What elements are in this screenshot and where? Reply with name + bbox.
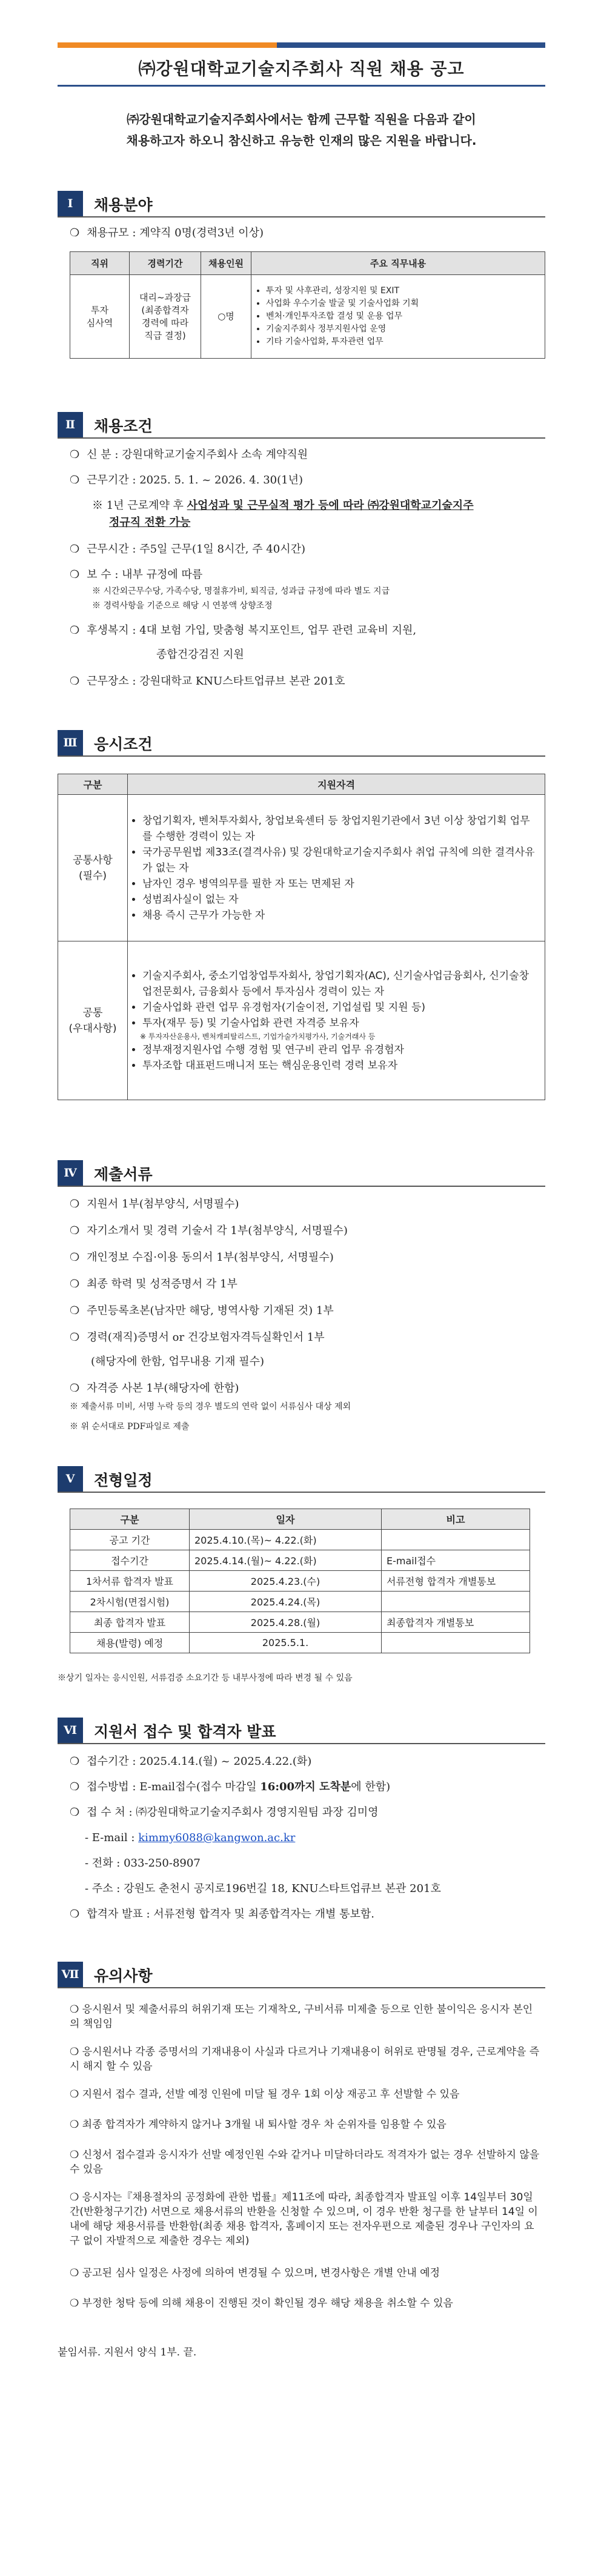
section-header-3	[58, 730, 545, 757]
section-header-1	[58, 191, 545, 217]
table-header: 비고	[382, 1509, 530, 1530]
section-title: 제출서류	[94, 1166, 153, 1183]
table-row: 1차서류 합격자 발표 2025.4.23.(수) 서류전형 합격자 개별통보	[70, 1571, 530, 1592]
schedule-note: ※상기 일자는 응시인원, 서류검증 소요기간 등 내부사정에 따라 변경 될 수 있음	[58, 1673, 353, 1683]
section-number: Ⅰ	[58, 191, 83, 216]
recruit-size: ❍ 채용규모 : 계약직 0명(경력3년 이상)	[70, 227, 264, 239]
table-row: 2차시험(면접시험) 2025.4.24.(목)	[70, 1592, 530, 1612]
required-label: 공통사항 (필수)	[58, 795, 128, 941]
career-cell: 대리~과장급 (최종합격자 경력에 따라 직급 결정)	[130, 275, 201, 359]
table-row: 최종 합격자 발표 2025.4.28.(월) 최종합격자 개별통보	[70, 1612, 530, 1633]
doc-item: ❍ 자기소개서 및 경력 기술서 각 1부(첨부양식, 서명필수)	[70, 1224, 348, 1237]
pay-note-1: ※ 시간외근무수당, 가족수당, 명절휴가비, 퇴직금, 성과급 규정에 따라 별도 지급	[92, 586, 390, 596]
table-header: 지원자격	[128, 774, 545, 795]
contact-address: - 주소 : 강원도 춘천시 공지로196번길 18, KNU스타트업큐브 본관 201호	[85, 1882, 441, 1895]
apply-period: ❍ 접수기간 : 2025.4.14.(월) ~ 2025.4.22.(화)	[70, 1755, 312, 1768]
section-title: 지원서 접수 및 합격자 발표	[94, 1723, 276, 1741]
doc-item: ❍ 주민등록초본(남자만 해당, 병역사항 기재된 것) 1부	[70, 1304, 334, 1317]
section-number: Ⅲ	[58, 730, 83, 755]
table-row: 채용(발령) 예정 2025.5.1.	[70, 1633, 530, 1653]
doc-item: ❍ 경력(재직)증명서 or 건강보험자격득실확인서 1부	[70, 1331, 325, 1344]
email-link[interactable]: kimmy6088@kangwon.ac.kr	[138, 1831, 296, 1844]
contact-phone: - 전화 : 033-250-8907	[85, 1857, 201, 1870]
top-color-bar	[58, 42, 545, 48]
apply-method: ❍ 접수방법 : E-mail접수(접수 마감일 16:00까지 도착분에 한함)	[70, 1781, 391, 1793]
condition-pay: ❍ 보 수 : 내부 규정에 따름	[70, 568, 203, 581]
section-title: 유의사항	[94, 1967, 153, 1985]
section-header-6	[58, 1718, 545, 1744]
doc-note-1: ※ 제출서류 미비, 서명 누락 등의 경우 별도의 연락 없이 서류심사 대상 제외	[70, 1402, 351, 1412]
doc-item-sub: (해당자에 한함, 업무내용 기재 필수)	[91, 1355, 265, 1368]
caution-item: ❍ 신청서 접수결과 응시자가 선발 예정인원 수와 같거나 미달하더라도 적격자가 없는 경우 선발하지 않을 수 있음	[70, 2149, 540, 2176]
section-title: 응시조건	[94, 735, 153, 753]
required-list: • 창업기획자, 벤처투자회사, 창업보육센터 등 창업지원기관에서 3년 이상 창업기획 업무를 수행한 경력이 있는 자 • 국가공무원법 제33조(결격사유) 및 강원대학교기술지주회사 취업 규칙에 의한 결격사유가 없는 자 • 남자인 경우 병역의무를 필한 자 또는 면제된 자 • 성범죄사실이 없는 자 • 채용 즉시 근무가 가능한 자	[128, 795, 545, 941]
section-number: Ⅴ	[58, 1466, 83, 1492]
apply-contact: ❍ 접 수 처 : ㈜강원대학교기술지주회사 경영지원팀 과장 김미영	[70, 1806, 379, 1819]
section-title: 채용조건	[94, 417, 153, 435]
section-header-7	[58, 1962, 545, 1988]
doc-item: ❍ 최종 학력 및 성적증명서 각 1부	[70, 1278, 237, 1290]
section-number: Ⅵ	[58, 1718, 83, 1743]
count-cell: ○명	[201, 275, 251, 359]
preferred-list: • 기술지주회사, 중소기업창업투자회사, 창업기획자(AC), 신기술사업금융회사, 신기술창업전문회사, 금융회사 등에서 투자심사 경력이 있는 자 • 기술사업화 관련 업무 유경험자(기술이전, 기업설립 및 지원 등) • 투자(재무 등) 및 기술사업화 관련 자격증 보유자 ※ 투자자산운용사, 벤처캐피탈리스트, 기업가술가치평가사, 기술거래사 등 • 정부재정지원사업 수행 경험 및 연구비 관리 업무 유경험자 • 투자조합 대표펀드매니저 또는 핵심운용인력 경력 보유자	[128, 941, 545, 1100]
doc-item: ❍ 자격증 사본 1부(해당자에 한함)	[70, 1382, 239, 1395]
position-table	[70, 251, 545, 359]
doc-item: ❍ 개인정보 수집·이용 동의서 1부(첨부양식, 서명필수)	[70, 1251, 334, 1264]
section-header-5	[58, 1466, 545, 1493]
table-header: 일자	[190, 1509, 382, 1530]
qualification-table	[58, 774, 545, 1100]
pay-note-2: ※ 경력사항을 기준으로 해당 시 연봉액 상향조정	[92, 601, 273, 611]
table-header: 경력기간	[130, 252, 201, 275]
section-title: 채용분야	[94, 196, 153, 214]
doc-item: ❍ 지원서 1부(첨부양식, 서명필수)	[70, 1198, 239, 1210]
preferred-label: 공통 (우대사항)	[58, 941, 128, 1100]
table-header: 주요 직무내용	[251, 252, 545, 275]
position-cell: 투자 심사역	[70, 275, 130, 359]
intro-line-1: ㈜강원대학교기술지주회사에서는 함께 근무할 직원을 다음과 같이	[127, 112, 476, 127]
table-header: 구분	[70, 1509, 190, 1530]
attachment-note: 붙임서류. 지원서 양식 1부. 끝.	[58, 2346, 197, 2359]
intro-text	[58, 109, 545, 151]
table-row: 접수기간 2025.4.14.(월)~ 4.22.(화) E-mail접수	[70, 1550, 530, 1571]
table-header: 채용인원	[201, 252, 251, 275]
condition-location: ❍ 근무장소 : 강원대학교 KNU스타트업큐브 본관 201호	[70, 675, 345, 688]
condition-welfare: ❍ 후생복지 : 4대 보험 가입, 맞춤형 복지포인트, 업무 관련 교육비 지원,	[70, 624, 417, 637]
table-row: 공고 기간 2025.4.10.(목)~ 4.22.(화)	[70, 1530, 530, 1550]
caution-item: ❍ 최종 합격자가 계약하지 않거나 3개월 내 퇴사할 경우 차 순위자를 임용할 수 있음	[70, 2119, 447, 2131]
page-title: ㈜강원대학교기술지주회사 직원 채용 공고	[138, 59, 465, 79]
section-number: Ⅱ	[58, 412, 83, 437]
contact-email: - E-mail : kimmy6088@kangwon.ac.kr	[85, 1831, 296, 1844]
section-header-4	[58, 1160, 545, 1187]
caution-item: ❍ 응시원서 및 제출서류의 허위기재 또는 기재착오, 구비서류 미제출 등으로 인한 불이익은 응시자 본인의 책임임	[70, 2003, 533, 2030]
table-header: 구분	[58, 774, 128, 795]
section-number: Ⅳ	[58, 1160, 83, 1186]
conversion-note-2: 정규직 전환 가능	[109, 516, 191, 529]
schedule-table	[70, 1509, 530, 1653]
result-announcement: ❍ 합격자 발표 : 서류전형 합격자 및 최종합격자는 개별 통보함.	[70, 1908, 375, 1920]
intro-line-2: 채용하고자 하오니 참신하고 유능한 인재의 많은 지원을 바랍니다.	[126, 133, 477, 148]
welfare-line-2: 종합건강검진 지원	[156, 648, 244, 661]
condition-hours: ❍ 근무시간 : 주5일 근무(1일 8시간, 주 40시간)	[70, 543, 305, 556]
caution-item: ❍ 공고된 심사 일정은 사정에 의하여 변경될 수 있으며, 변경사항은 개별 안내 예정	[70, 2267, 440, 2279]
table-header: 직위	[70, 252, 130, 275]
caution-item: ❍ 지원서 접수 결과, 선발 예정 인원에 미달 될 경우 1회 이상 재공고 후 선발할 수 있음	[70, 2088, 460, 2100]
condition-period: ❍ 근무기간 : 2025. 5. 1. ~ 2026. 4. 30(1년)	[70, 474, 303, 486]
condition-status: ❍ 신 분 : 강원대학교기술지주회사 소속 계약직원	[70, 448, 308, 461]
caution-item: ❍ 응시원서나 각종 증명서의 기재내용이 사실과 다르거나 기재내용이 허위로 판명될 경우, 근로계약을 즉시 해지 할 수 있음	[70, 2046, 540, 2073]
doc-note-2: ※ 위 순서대로 PDF파일로 제출	[70, 1422, 190, 1432]
caution-item: ❍ 응시자는『채용절차의 공정화에 관한 법률』제11조에 따라, 최종합격자 발표일 이후 14일부터 30일 간(반환청구기간) 서면으로 채용서류의 반환을 신청할 수 있으며, 이 경우 반환 청구를 한 날부터 14일 이내에 해당 채용서류를 반환함(최종 채용 합격자, 홈페이지 또는 전자우편으로 제출된 경우나 구인자의 요구 없이 자발적으로 제출한 경우는 제외)	[70, 2191, 538, 2247]
title-underline	[58, 85, 545, 87]
section-number: Ⅶ	[58, 1962, 83, 1987]
duties-cell: • 투자 및 사후관리, 성장지원 및 EXIT • 사업화 우수기술 발굴 및 기술사업화 기획 • 벤처·개인투자조합 결성 및 운용 업무 • 기술지주회사 정부지원사업 운영 • 기타 기술사업화, 투자관련 업무	[251, 275, 545, 359]
caution-item: ❍ 부정한 청탁 등에 의해 채용이 진행된 것이 확인될 경우 해당 채용을 취소할 수 있음	[70, 2297, 453, 2309]
conversion-note: ※ 1년 근로계약 후 사업성과 및 근무실적 평가 등에 따라 ㈜강원대학교기술지주	[92, 499, 474, 512]
section-title: 전형일정	[94, 1472, 153, 1489]
section-header-2	[58, 412, 545, 439]
